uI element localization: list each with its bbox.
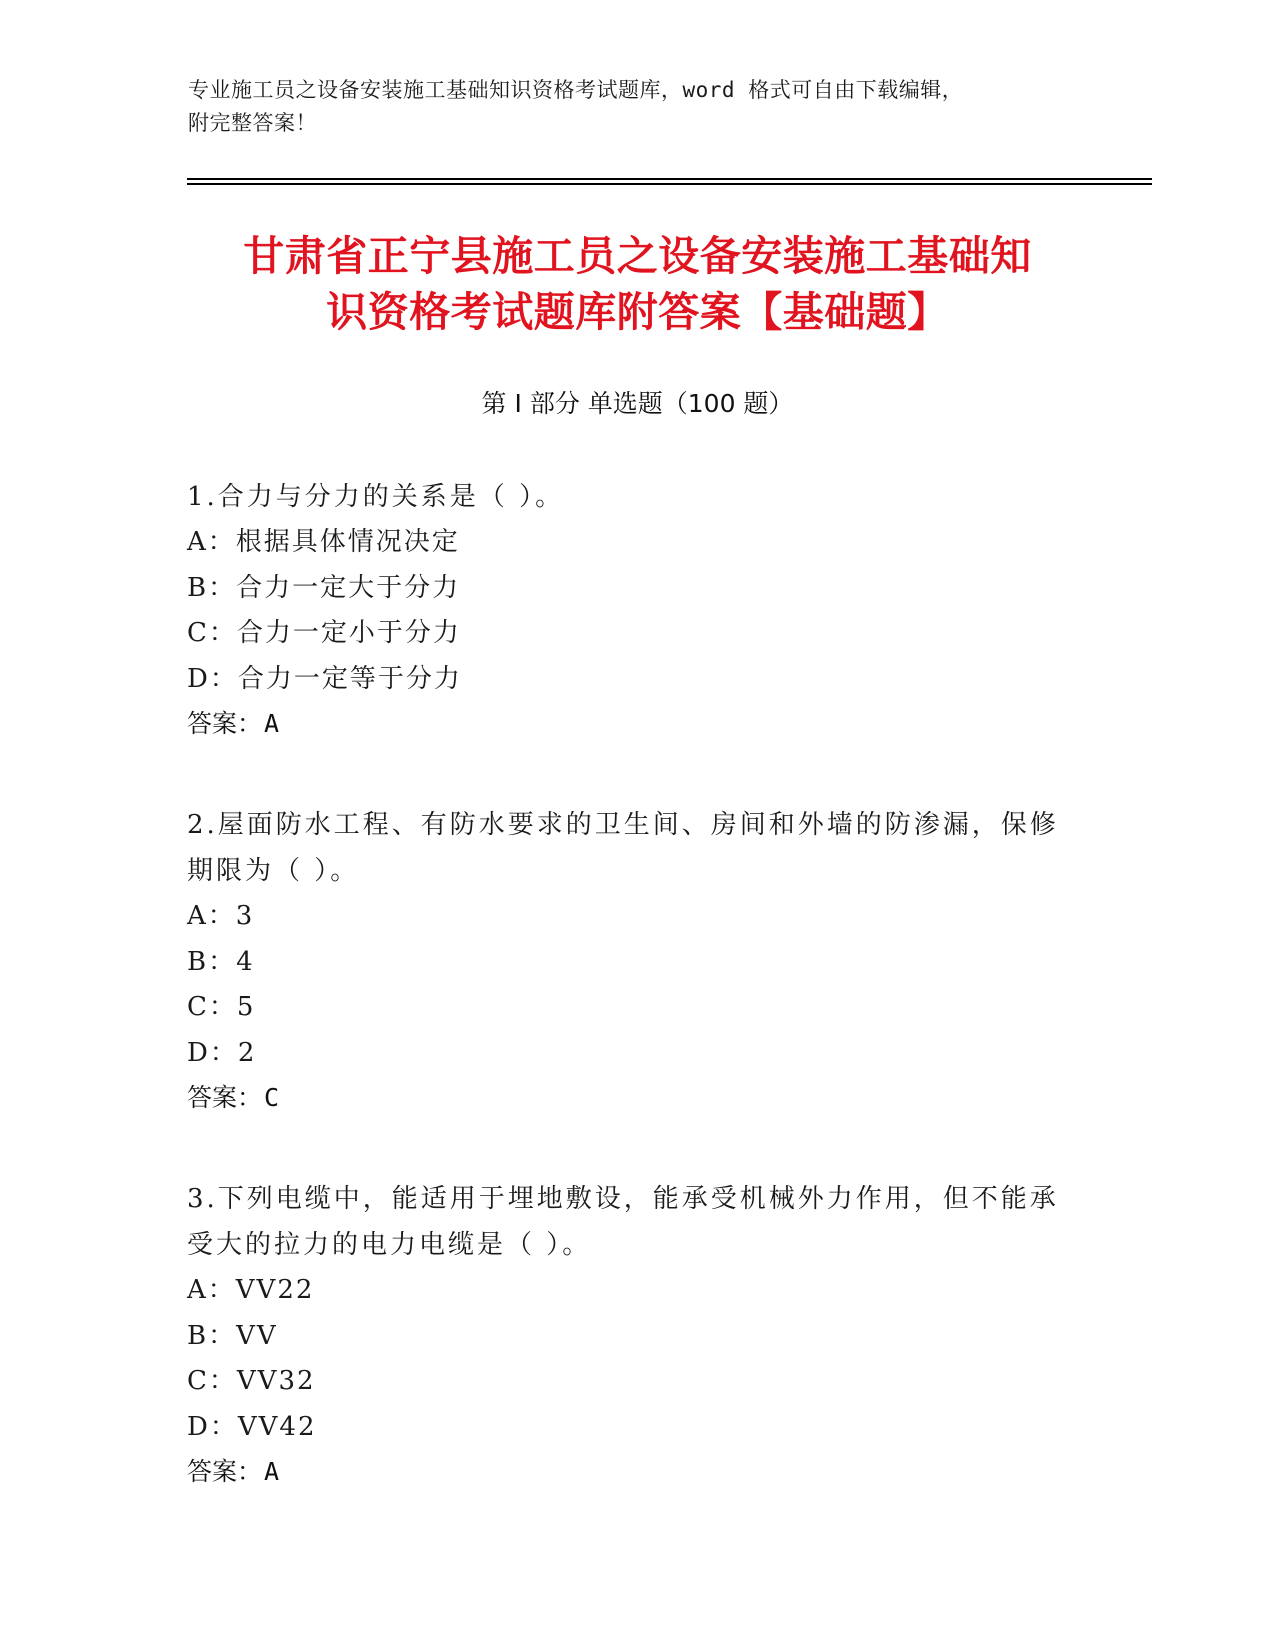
header-note [188,74,1088,140]
question-1 [187,474,1067,746]
option-a [187,520,1067,566]
document-title-line-1: 甘肃省正宁县施工员之设备安装施工基础知 [243,232,1032,280]
option-letter: C： [187,992,237,1022]
header-divider-thin [187,178,1152,180]
option-c [187,985,1067,1031]
option-letter: B： [187,946,237,977]
answer-line [187,1076,1067,1120]
option-text: 5 [236,992,256,1022]
option-text: 4 [236,946,255,977]
option-text: 根据具体情况决定 [235,527,460,557]
option-text: VV [236,1320,278,1351]
question-spacer [187,1120,1067,1176]
answer-label: 答案： [187,1457,263,1486]
option-b [187,940,1067,986]
option-text: 合力一定等于分力 [237,663,462,694]
option-b [187,566,1067,612]
option-letter: C： [187,618,237,648]
question-stem: 1.合力与分力的关系是（ ）。 [187,482,565,512]
option-letter: B： [187,1320,237,1351]
answer-line [187,702,1067,746]
question-stem-line-1: 2.屋面防水工程、有防水要求的卫生间、房间和外墙的防渗漏，保修 [187,810,1059,840]
option-c [187,611,1067,657]
option-letter: A： [187,527,236,557]
section-heading: 第 I 部分 单选题（100 题） [481,389,794,418]
answer-value: A [264,709,280,738]
option-c [187,1359,1067,1405]
document-title [150,228,1125,340]
option-text: 合力一定大于分力 [236,572,461,603]
header-note-line-1: 专业施工员之设备安装施工基础知识资格考试题库，word 格式可自由下载编辑， [188,78,964,102]
option-b [187,1314,1067,1360]
option-letter: B： [187,572,237,603]
option-letter: D： [187,1411,238,1442]
question-2 [187,802,1067,1120]
option-text: 合力一定小于分力 [236,618,461,648]
option-d [187,657,1067,703]
option-d [187,1405,1067,1451]
option-text: 2 [237,1037,257,1068]
document-title-line-2: 识资格考试题库附答案【基础题】 [326,288,949,336]
answer-value: C [264,1083,280,1112]
option-d [187,1031,1067,1077]
option-text: VV32 [236,1366,316,1396]
option-text: VV42 [237,1411,317,1442]
answer-label: 答案： [187,1083,263,1112]
question-stem-line-1: 3.下列电缆中，能适用于埋地敷设，能承受机械外力作用，但不能承 [187,1184,1059,1214]
question-3 [187,1176,1067,1494]
option-letter: D： [187,663,238,694]
question-spacer [187,746,1067,802]
option-text: 3 [235,901,255,931]
header-note-line-2: 附完整答案！ [188,111,317,135]
option-letter: A： [187,901,236,931]
answer-line [187,1450,1067,1494]
option-text: VV22 [235,1275,315,1305]
option-letter: A： [187,1275,236,1305]
option-a [187,894,1067,940]
option-letter: D： [187,1037,238,1068]
answer-label: 答案： [187,709,263,738]
option-a [187,1268,1067,1314]
option-letter: C： [187,1366,237,1396]
answer-value: A [264,1457,280,1486]
header-divider-thick [187,183,1152,185]
question-stem-line-2: 期限为（ ）。 [187,856,360,886]
question-stem-line-2: 受大的拉力的电力电缆是（ ）。 [187,1230,592,1260]
question-list [187,474,1067,1494]
